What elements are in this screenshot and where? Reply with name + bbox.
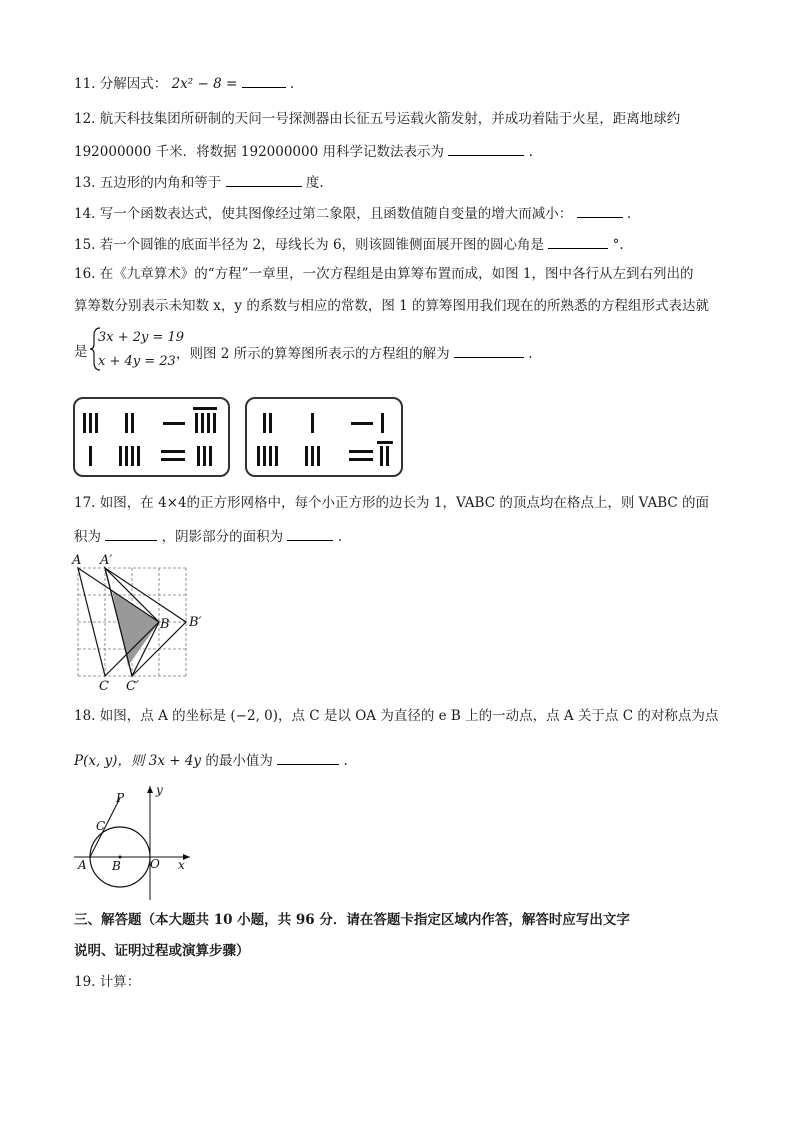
q18-end: .	[343, 753, 348, 769]
question-18-line2	[74, 749, 348, 771]
rod	[119, 446, 122, 466]
question-11	[74, 72, 294, 94]
q16-line3-prefix: 是	[74, 344, 88, 360]
question-16-line3-rest	[176, 342, 533, 364]
rod	[381, 413, 384, 433]
q12-answer-blank	[448, 140, 524, 156]
rod	[380, 446, 383, 466]
question-16-line3	[74, 342, 88, 362]
q12-number: 12.	[74, 111, 96, 127]
question-13	[74, 171, 324, 193]
q18-answer-blank	[277, 749, 339, 765]
rod	[351, 422, 373, 425]
rod	[377, 441, 393, 444]
question-12-line1	[74, 109, 680, 129]
rod	[161, 450, 185, 453]
rod	[263, 413, 266, 433]
q14-number: 14.	[74, 206, 96, 222]
q17-text-line1: 如图，在 4×4的正方形网格中，每个小正方形的边长为 1，VABC 的顶点均在格点上，则 VABC 的面	[99, 495, 709, 511]
q18-text-line2b: 的最小值为	[205, 753, 273, 769]
question-19	[74, 972, 140, 992]
rod	[317, 446, 320, 466]
q18-text-line2a: P(x, y)，则	[74, 753, 145, 769]
q15-number: 15.	[74, 237, 96, 253]
q17-end: .	[337, 529, 342, 545]
label-b: B	[112, 859, 121, 873]
q18-text-line1: 如图，点 A 的坐标是 (−2, 0)，点 C 是以 OA 为直径的 e B 上的一动点，点 A 关于点 C 的对称点为点	[99, 708, 719, 724]
label-a-prime: A′	[100, 553, 113, 568]
rod	[89, 413, 92, 433]
q16-equation-1: 3x + 2y = 19	[98, 330, 185, 345]
rod	[203, 446, 206, 466]
q12-text-line2: 192000000 千米．将数据 192000000 用科学记数法表示为	[74, 144, 444, 160]
rod	[349, 458, 373, 461]
rod	[89, 446, 92, 466]
q12-end: .	[528, 144, 533, 160]
label-c-prime: C′	[126, 679, 139, 694]
rod	[275, 446, 278, 466]
rod	[201, 413, 204, 433]
rod	[125, 446, 128, 466]
rod	[207, 413, 210, 433]
section-3-heading-line2: 说明、证明过程或演算步骤）	[74, 943, 250, 959]
rod	[386, 446, 389, 466]
rod	[305, 446, 308, 466]
rod	[131, 413, 134, 433]
rod	[83, 413, 86, 433]
q17-area-blank	[105, 525, 157, 541]
label-p: P	[116, 791, 125, 805]
q16-text-line2: 算筹数分别表示未知数 x，y 的系数与相应的常数，图 1 的算筹图用我们现在的所熟悉的方程组形式表达就	[74, 298, 709, 314]
rod	[163, 422, 185, 425]
q18-expression: 3x + 4y	[148, 753, 202, 769]
question-14	[74, 202, 631, 224]
q17-shaded-area-blank	[287, 525, 333, 541]
q11-number: 11.	[74, 76, 96, 92]
q13-text: 五边形的内角和等于	[99, 175, 222, 191]
rod	[125, 413, 128, 433]
rod	[197, 446, 200, 466]
q19-number: 19.	[74, 974, 96, 990]
rod	[209, 446, 212, 466]
rod	[269, 413, 272, 433]
rod	[161, 458, 185, 461]
q17-text-line2b: ，阴影部分的面积为	[161, 529, 284, 545]
counting-rods-figure-2	[245, 397, 403, 477]
rod	[193, 407, 217, 410]
section-3-heading-line1: 三、解答题（本大题共 10 小题，共 96 分．请在答题卡指定区域内作答，解答时应写出文字	[74, 912, 630, 928]
q15-text: 若一个圆锥的底面半径为 2，母线长为 6，则该圆锥侧面展开图的圆心角是	[99, 237, 545, 253]
rod	[137, 446, 140, 466]
q11-answer-blank	[242, 72, 286, 88]
q14-text: 写一个函数表达式，使其图像经过第二象限，且函数值随自变量的增大而减小：	[99, 206, 573, 222]
q13-answer-blank	[226, 171, 302, 187]
y-axis-arrow	[147, 786, 153, 793]
rod	[213, 413, 216, 433]
q14-end: .	[626, 206, 632, 222]
q16-number: 16.	[74, 266, 96, 282]
q17-grid-figure	[66, 548, 216, 694]
counting-rods-figure-1	[73, 397, 230, 477]
q17-number: 17.	[74, 495, 96, 511]
q12-text-line1: 航天科技集团所研制的天问一号探测器由长征五号运载火箭发射，并成功着陆于火星，距离地球约	[99, 111, 681, 127]
q11-expression: 2x² − 8 =	[171, 76, 238, 92]
label-a: A	[72, 553, 82, 568]
rod	[311, 446, 314, 466]
rod	[311, 413, 314, 433]
q11-end: .	[289, 76, 295, 92]
question-17-line1	[74, 493, 709, 513]
label-c: C	[99, 679, 109, 694]
q16-end: .	[528, 346, 533, 362]
question-15	[74, 233, 624, 255]
label-y: y	[156, 783, 163, 797]
label-x: x	[178, 858, 185, 872]
q16-answer-blank	[454, 342, 524, 358]
label-o: O	[150, 857, 160, 871]
q15-answer-blank	[548, 233, 608, 249]
question-12-line2	[74, 140, 533, 162]
rod	[257, 446, 260, 466]
rod	[263, 446, 266, 466]
question-16-line2	[74, 296, 709, 316]
q16-equation-2: x + 4y = 23	[98, 354, 176, 369]
question-17-line2	[74, 525, 342, 547]
label-b-prime: B′	[189, 615, 202, 630]
rod	[95, 413, 98, 433]
q14-answer-blank	[577, 202, 623, 218]
q13-number: 13.	[74, 175, 96, 191]
rod	[269, 446, 272, 466]
rod	[195, 413, 198, 433]
label-a: A	[78, 858, 87, 872]
q18-coordinate-figure	[66, 780, 196, 904]
question-16-line1	[74, 264, 693, 284]
q18-number: 18.	[74, 708, 96, 724]
label-c: C	[96, 819, 106, 833]
q16-text-line1: 在《九章算术》的“方程”一章里，一次方程组是由算筹布置而成，如图 1，图中各行从左到右列出的	[99, 266, 694, 282]
q13-end: 度.	[305, 175, 324, 191]
question-18-line1	[74, 706, 718, 726]
q15-end: °.	[612, 237, 624, 253]
q19-text: 计算：	[99, 974, 141, 990]
q11-text: 分解因式：	[99, 76, 168, 92]
rod	[131, 446, 134, 466]
rod	[349, 450, 373, 453]
label-b: B	[160, 617, 170, 632]
q17-text-line2a: 积为	[74, 529, 101, 545]
q16-line3-suffix: ，则图 2 所示的算筹图所表示的方程组的解为	[176, 346, 450, 362]
